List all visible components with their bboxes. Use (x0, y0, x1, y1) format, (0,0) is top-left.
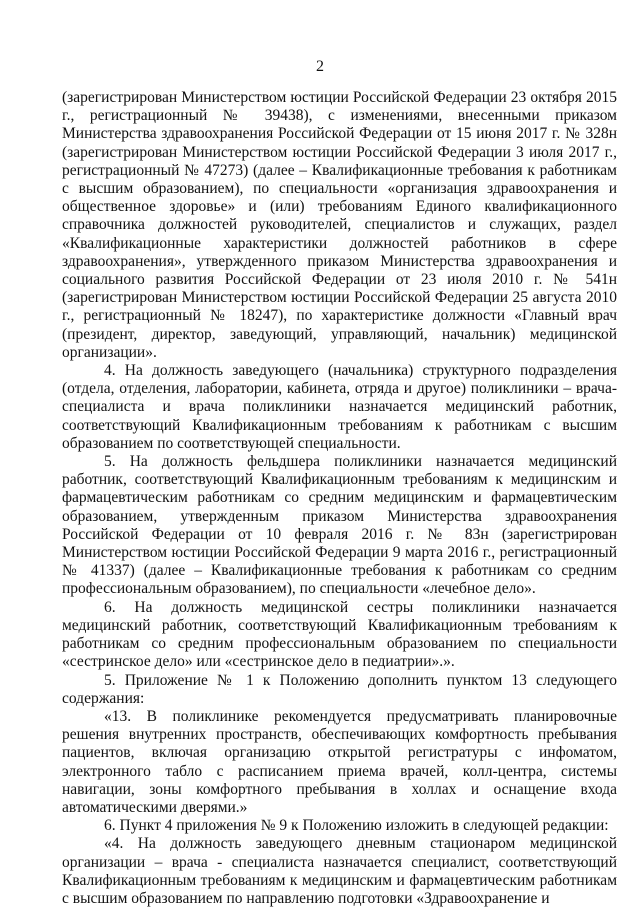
page-number: 2 (316, 58, 324, 75)
paragraph-continuation: (зарегистрирован Министерством юстиции Российской Федерации 23 октября 2015 г., регистрационный № 39438), с изменениями, внесенными приказом Министерства здравоохранения Российской Федерации от 15 июня 2017 г. № 328н (зарегистрирован Министерством юстиции Российской Федерации 3 июля 2017 г., регистрационный № 47273) (далее – Квалификационные требования к работникам с высшим образованием), по специальности «организация здравоохранения и общественное здоровье» и (или) требованиям Единого квалификационного справочника должностей руководителей, специалистов и служащих, раздел «Квалификационные характеристики должностей работников в сфере здравоохранения», утвержденного приказом Министерства здравоохранения и социального развития Российской Федерации от 23 июля 2010 г. № 541н (зарегистрирован Министерством юстиции Российской Федерации 25 августа 2010 г., регистрационный № 18247), по характеристике должности «Главный врач (президент, директор, заведующий, управляющий, начальник) медицинской организации». (62, 89, 617, 361)
paragraph-item-5: 5. На должность фельдшера поликлиники назначается медицинский работник, соответствующий Квалификационным требованиям к медицинским и фармацевтическим работникам со средним медицинским и фармацевтическим образованием, утвержденным приказом Министерства здравоохранения Российской Федерации от 10 февраля 2016 г. № 83н (зарегистрирован Министерством юстиции Российской Федерации 9 марта 2016 г., регистрационный № 41337) (далее – Квалификационные требования к работникам со средним профессиональным образованием), по специальности «лечебное дело». (62, 453, 617, 598)
document-body (62, 89, 617, 908)
paragraph-quote-4: «4. На должность заведующего дневным стационаром медицинской организации – врача - специалиста назначается специалист, соответствующий Квалификационным требованиям к медицинским и фармацевтическим работникам с высшим образованием по направлению подготовки «Здравоохранение и (62, 835, 617, 907)
paragraph-amendment-5: 5. Приложение № 1 к Положению дополнить пунктом 13 следующего содержания: (62, 671, 617, 707)
paragraph-item-4: 4. На должность заведующего (начальника) структурного подразделения (отдела, отделения, лаборатории, кабинета, отряда и другое) поликлиники – врача-специалиста и врача поликлиники назначается медицинский работник, соответствующий Квалификационным требованиям к работникам с высшим образованием по соответствующей специальности. (62, 362, 617, 452)
paragraph-item-6: 6. На должность медицинской сестры поликлиники назначается медицинский работник, соответствующий Квалификационным требованиям к работникам со средним профессиональным образованием по специальности «сестринское дело» или «сестринское дело в педиатрии».». (62, 598, 617, 671)
paragraph-quote-13: «13. В поликлинике рекомендуется предусматривать планировочные решения внутренних пространств, обеспечивающих комфортность пребывания пациентов, включая организацию открытой регистратуры с инфоматом, электронного табло с расписанием приема врачей, колл-центра, системы навигации, зоны комфортного пребывания в холлах и оснащение входа автоматическими дверями.» (62, 707, 617, 816)
paragraph-amendment-6: 6. Пункт 4 приложения № 9 к Положению изложить в следующей редакции: (104, 817, 609, 835)
